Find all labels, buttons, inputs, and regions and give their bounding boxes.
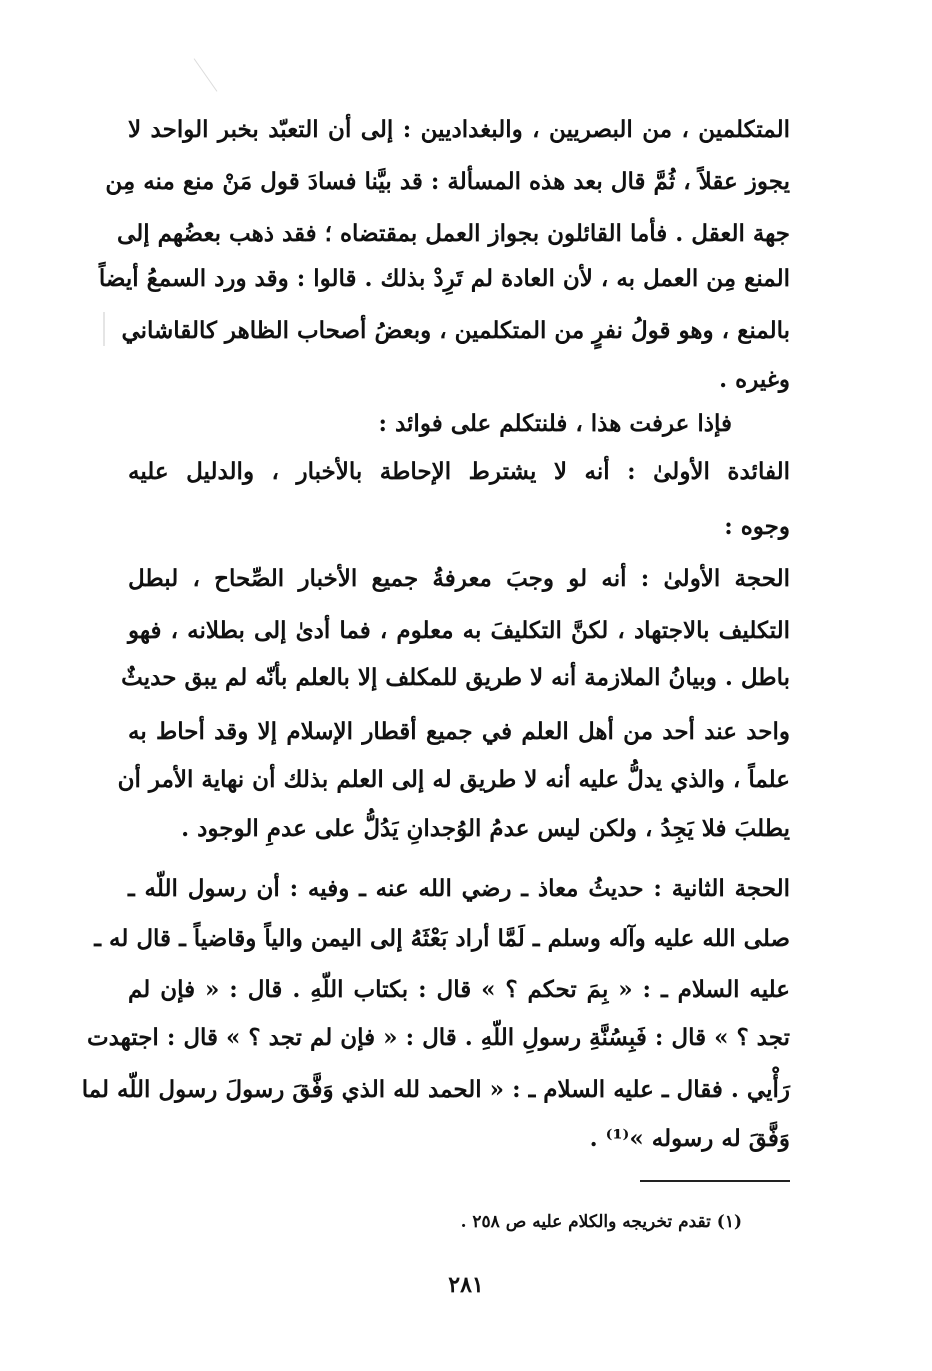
text-line: علماً ، والذي يدلُّ عليه أنه لا طريق له إلى العلم بذلك أن نهاية الأمر أن — [117, 766, 790, 793]
scan-mark-top — [194, 58, 218, 91]
proof2-line — [128, 875, 790, 902]
footnote-divider — [640, 1180, 790, 1182]
proof1-term: الحجة الأولىٰ — [663, 565, 790, 592]
proof2-text: : حديثُ معاذ ـ رضي الله عنه ـ وفيه : أن رسول اللّه ـ — [128, 875, 672, 902]
first-benefit-text: : أنه لا يشترط الإحاطة بالأخبار ، والدليل عليه — [128, 458, 654, 485]
text-line: جهة العقل . فأما القائلون بجواز العمل بمقتضاه ؛ فقد ذهب بعضُهم إلى — [117, 220, 790, 247]
text-line: المنع مِن العمل به ، لأن العادة لم تَرِدْ بذلك . قالوا : وقد ورد السمعُ أيضاً — [98, 265, 790, 292]
text-line: المتكلمين ، من البصريين ، والبغداديين : إلى أن التعبّد بخبر الواحد لا — [128, 116, 790, 143]
first-benefit-line — [128, 458, 790, 485]
text-line: التكليف بالاجتهاد ، لكنَّ التكليفَ به معلوم ، فما أدىٰ إلى بطلانه ، فهو — [128, 617, 790, 644]
text-line: بالمنع ، وهو قولُ نفرٍ من المتكلمين ، وبعضُ أصحاب الظاهر كالقاشاني — [121, 317, 790, 344]
text-line: يطلبَ فلا يَجِدُ ، ولكن ليس عدمُ الوُجدانِ يَدُلُّ على عدمِ الوجود . — [181, 815, 790, 842]
proof2-term: الحجة الثانية — [671, 875, 790, 902]
page-number: ٢٨١ — [448, 1272, 484, 1298]
text-line: وغيره . — [719, 366, 790, 393]
proof1-text: : أنه لو وجبَ معرفةُ جميع الأخبار الصِّحاح ، لبطل — [128, 565, 664, 592]
footnote: (١) تقدم تخريجه والكلام عليه ص ٢٥٨ . — [460, 1212, 742, 1232]
text-line: واحد عند أحد من أهل العلم في جميع أقطار الإسلام إلا وقد أحاط به — [128, 718, 790, 745]
text-line: وَفَّقَ له رسوله »⁽¹⁾ . — [589, 1125, 790, 1152]
scan-mark-left — [103, 312, 105, 346]
text-line: صلى الله عليه وآله وسلم ـ لَمَّا أراد بَعْثَهُ إلى اليمن والياً وقاضياً ـ قال له ـ — [94, 925, 790, 952]
text-line: تجد ؟ » قال : فَبِسُنَّةِ رسولِ اللّهِ . قال : « فإن لم تجد ؟ » قال : اجتهدت — [86, 1024, 790, 1051]
text-line: باطل . وبيانُ الملازمة أنه لا طريق للمكلف إلا بالعلم بأنّه لم يبق حديثٌ — [121, 664, 790, 691]
proof1-line — [128, 565, 790, 592]
text-line: وجوه : — [724, 513, 790, 540]
first-benefit-term: الفائدة الأولىٰ — [653, 458, 790, 485]
intro-line: فإذا عرفت هذا ، فلنتكلم على فوائد : — [378, 410, 732, 437]
text-line: عليه السلام ـ : « بِمَ تحكم ؟ » قال : بكتاب اللّهِ . قال : « فإن لم — [128, 976, 790, 1003]
text-line: رَأْيي . فقال ـ عليه السلام ـ : « الحمد لله الذي وَفَّقَ رسولَ رسول اللّه لما — [81, 1076, 790, 1103]
text-line: يجوز عقلاً ، ثُمَّ قال بعد هذه المسألة : قد بيَّنا فسادَ قول مَنْ منع منه مِن — [105, 168, 790, 195]
